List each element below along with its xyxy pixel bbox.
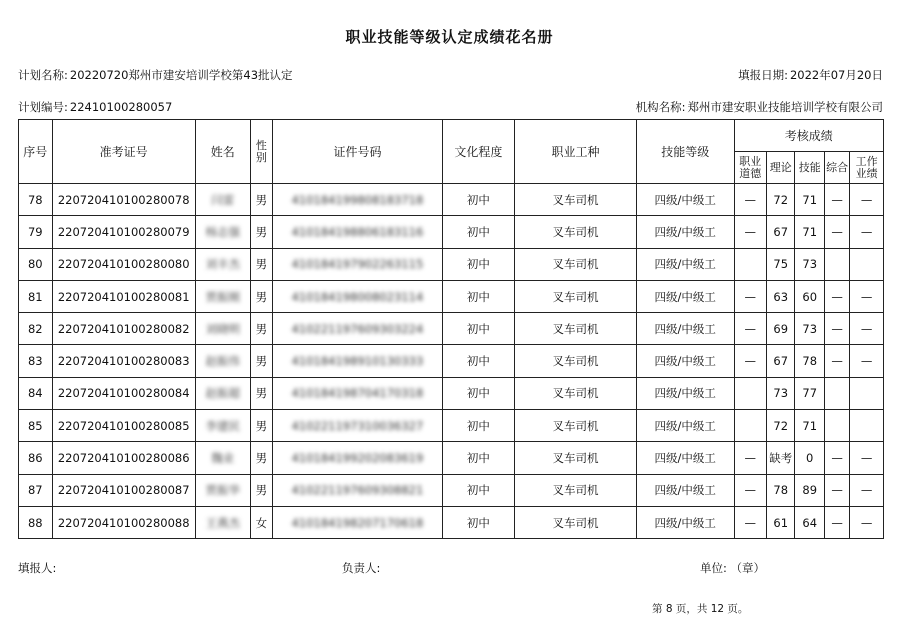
plan-no-label: 计划编号:	[18, 100, 68, 114]
header-id-no: 证件号码	[273, 120, 443, 184]
cell-gender: 男	[250, 377, 272, 409]
cell-ethics: —	[734, 474, 767, 506]
cell-comprehensive: —	[824, 345, 849, 377]
cell-skill: 73	[795, 313, 824, 345]
table-row	[19, 474, 884, 506]
cell-job: 叉车司机	[514, 442, 636, 474]
cell-performance: —	[850, 280, 884, 312]
cell-comprehensive	[824, 410, 849, 442]
cell-education: 初中	[442, 506, 514, 538]
cell-level: 四级/中级工	[636, 280, 734, 312]
cell-id-no: 410221197609308821	[273, 474, 443, 506]
header-comprehensive: 综合	[824, 152, 849, 184]
cell-gender: 男	[250, 216, 272, 248]
table-row	[19, 216, 884, 248]
cell-name: 贾振华	[195, 474, 250, 506]
cell-seq: 81	[19, 280, 53, 312]
cell-level: 四级/中级工	[636, 410, 734, 442]
cell-theory: 61	[767, 506, 795, 538]
plan-name-value: 20220720郑州市建安培训学校第43批认定	[69, 68, 293, 82]
cell-performance: —	[850, 313, 884, 345]
cell-name: 李建民	[195, 410, 250, 442]
cell-theory: 73	[767, 377, 795, 409]
cell-ethics	[734, 377, 767, 409]
cell-performance	[850, 410, 884, 442]
cell-name: 杨志强	[195, 216, 250, 248]
cell-ethics	[734, 410, 767, 442]
plan-no-value: 22410100280057	[69, 100, 173, 114]
header-performance: 工作业绩	[850, 152, 884, 184]
cell-education: 初中	[442, 474, 514, 506]
table-row	[19, 184, 884, 216]
cell-job: 叉车司机	[514, 313, 636, 345]
cell-level: 四级/中级工	[636, 506, 734, 538]
cell-name: 闫雷	[195, 184, 250, 216]
cell-comprehensive: —	[824, 313, 849, 345]
plan-name-label: 计划名称:	[18, 68, 68, 82]
cell-comprehensive: —	[824, 280, 849, 312]
cell-gender: 男	[250, 248, 272, 280]
cell-id-no: 410221197609303224	[273, 313, 443, 345]
cell-job: 叉车司机	[514, 184, 636, 216]
cell-gender: 男	[250, 442, 272, 474]
header-skill: 技能	[795, 152, 824, 184]
cell-education: 初中	[442, 442, 514, 474]
cell-seq: 80	[19, 248, 53, 280]
cell-seq: 83	[19, 345, 53, 377]
cell-job: 叉车司机	[514, 216, 636, 248]
cell-skill: 71	[795, 216, 824, 248]
cell-level: 四级/中级工	[636, 216, 734, 248]
cell-education: 初中	[442, 313, 514, 345]
cell-job: 叉车司机	[514, 248, 636, 280]
cell-seq: 87	[19, 474, 53, 506]
cell-exam-no: 220720410100280080	[52, 248, 195, 280]
cell-gender: 男	[250, 280, 272, 312]
cell-gender: 男	[250, 184, 272, 216]
cell-skill: 89	[795, 474, 824, 506]
table-row	[19, 345, 884, 377]
cell-exam-no: 220720410100280079	[52, 216, 195, 248]
cell-education: 初中	[442, 248, 514, 280]
cell-theory: 72	[767, 410, 795, 442]
table-row	[19, 506, 884, 538]
cell-exam-no: 220720410100280086	[52, 442, 195, 474]
header-name: 姓名	[195, 120, 250, 184]
header-scores: 考核成绩	[734, 120, 884, 152]
cell-comprehensive: —	[824, 506, 849, 538]
cell-performance: —	[850, 506, 884, 538]
cell-seq: 86	[19, 442, 53, 474]
cell-level: 四级/中级工	[636, 474, 734, 506]
cell-performance	[850, 248, 884, 280]
header-gender: 性别	[250, 120, 272, 184]
cell-theory: 75	[767, 248, 795, 280]
cell-level: 四级/中级工	[636, 248, 734, 280]
cell-name: 魏业	[195, 442, 250, 474]
cell-education: 初中	[442, 184, 514, 216]
cell-skill: 64	[795, 506, 824, 538]
cell-level: 四级/中级工	[636, 313, 734, 345]
cell-exam-no: 220720410100280082	[52, 313, 195, 345]
cell-performance: —	[850, 474, 884, 506]
cell-id-no: 410184198806183116	[273, 216, 443, 248]
cell-theory: 69	[767, 313, 795, 345]
cell-level: 四级/中级工	[636, 184, 734, 216]
cell-skill: 77	[795, 377, 824, 409]
filler-label: 填报人:	[18, 561, 57, 575]
cell-seq: 84	[19, 377, 53, 409]
cell-seq: 88	[19, 506, 53, 538]
cell-gender: 男	[250, 313, 272, 345]
cell-ethics: —	[734, 506, 767, 538]
cell-id-no: 410184197902263115	[273, 248, 443, 280]
fill-date-value: 2022年07月20日	[789, 68, 883, 82]
cell-comprehensive: —	[824, 216, 849, 248]
cell-performance: —	[850, 345, 884, 377]
cell-gender: 女	[250, 506, 272, 538]
table-row	[19, 280, 884, 312]
fill-date	[738, 67, 883, 83]
header-theory: 理论	[767, 152, 795, 184]
cell-level: 四级/中级工	[636, 377, 734, 409]
cell-ethics: —	[734, 184, 767, 216]
cell-exam-no: 220720410100280083	[52, 345, 195, 377]
plan-name	[18, 67, 293, 83]
table-row	[19, 410, 884, 442]
cell-name: 赵振伟	[195, 345, 250, 377]
cell-id-no: 410221197310036327	[273, 410, 443, 442]
cell-performance: —	[850, 442, 884, 474]
cell-theory: 72	[767, 184, 795, 216]
header-ethics: 职业道德	[734, 152, 767, 184]
score-table	[18, 119, 884, 539]
cell-education: 初中	[442, 280, 514, 312]
cell-exam-no: 220720410100280081	[52, 280, 195, 312]
cell-theory: 缺考	[767, 442, 795, 474]
page-indicator: 第 8 页，共 12 页。	[652, 603, 749, 615]
cell-exam-no: 220720410100280088	[52, 506, 195, 538]
table-row	[19, 442, 884, 474]
cell-job: 叉车司机	[514, 377, 636, 409]
table-row	[19, 377, 884, 409]
cell-skill: 71	[795, 410, 824, 442]
cell-name: 赵振超	[195, 377, 250, 409]
cell-seq: 78	[19, 184, 53, 216]
cell-education: 初中	[442, 410, 514, 442]
cell-job: 叉车司机	[514, 506, 636, 538]
unit-stamp-label: 单位: （章）	[700, 561, 766, 575]
cell-skill: 60	[795, 280, 824, 312]
cell-comprehensive	[824, 248, 849, 280]
cell-id-no: 410184198704170318	[273, 377, 443, 409]
cell-id-no: 410184198910130333	[273, 345, 443, 377]
org-name-label: 机构名称:	[635, 100, 686, 114]
page-title: 职业技能等级认定成绩花名册	[345, 28, 554, 46]
cell-comprehensive: —	[824, 184, 849, 216]
responsible-label: 负责人:	[342, 561, 381, 575]
cell-comprehensive	[824, 377, 849, 409]
cell-skill: 0	[795, 442, 824, 474]
org-name	[636, 99, 883, 115]
cell-gender: 男	[250, 410, 272, 442]
cell-id-no: 410184199202083619	[273, 442, 443, 474]
plan-no	[18, 99, 172, 115]
cell-id-no: 410184199808183718	[273, 184, 443, 216]
cell-job: 叉车司机	[514, 280, 636, 312]
header-level: 技能等级	[636, 120, 734, 184]
cell-id-no: 410184198207170618	[273, 506, 443, 538]
cell-skill: 78	[795, 345, 824, 377]
cell-education: 初中	[442, 377, 514, 409]
header-job: 职业工种	[514, 120, 636, 184]
cell-skill: 73	[795, 248, 824, 280]
cell-theory: 63	[767, 280, 795, 312]
cell-id-no: 410184198008023114	[273, 280, 443, 312]
cell-gender: 男	[250, 474, 272, 506]
cell-name: 王燕杰	[195, 506, 250, 538]
cell-job: 叉车司机	[514, 345, 636, 377]
cell-ethics: —	[734, 442, 767, 474]
cell-name: 刘丰杰	[195, 248, 250, 280]
cell-skill: 71	[795, 184, 824, 216]
cell-exam-no: 220720410100280087	[52, 474, 195, 506]
cell-performance	[850, 377, 884, 409]
cell-name: 贾振刚	[195, 280, 250, 312]
cell-theory: 67	[767, 216, 795, 248]
cell-performance: —	[850, 184, 884, 216]
cell-exam-no: 220720410100280084	[52, 377, 195, 409]
cell-name: 刘晓明	[195, 313, 250, 345]
table-row	[19, 248, 884, 280]
fill-date-label: 填报日期:	[738, 68, 788, 82]
cell-ethics	[734, 248, 767, 280]
cell-ethics: —	[734, 345, 767, 377]
cell-education: 初中	[442, 216, 514, 248]
cell-gender: 男	[250, 345, 272, 377]
header-education: 文化程度	[442, 120, 514, 184]
cell-exam-no: 220720410100280085	[52, 410, 195, 442]
cell-exam-no: 220720410100280078	[52, 184, 195, 216]
cell-seq: 85	[19, 410, 53, 442]
cell-job: 叉车司机	[514, 410, 636, 442]
cell-ethics: —	[734, 280, 767, 312]
cell-level: 四级/中级工	[636, 345, 734, 377]
cell-seq: 82	[19, 313, 53, 345]
table-row	[19, 313, 884, 345]
cell-job: 叉车司机	[514, 474, 636, 506]
cell-ethics: —	[734, 313, 767, 345]
cell-comprehensive: —	[824, 474, 849, 506]
cell-seq: 79	[19, 216, 53, 248]
cell-comprehensive: —	[824, 442, 849, 474]
header-exam-no: 准考证号	[52, 120, 195, 184]
cell-ethics: —	[734, 216, 767, 248]
cell-performance: —	[850, 216, 884, 248]
cell-theory: 78	[767, 474, 795, 506]
cell-education: 初中	[442, 345, 514, 377]
header-seq: 序号	[19, 120, 53, 184]
org-name-value: 郑州市建安职业技能培训学校有限公司	[687, 100, 883, 114]
cell-theory: 67	[767, 345, 795, 377]
cell-level: 四级/中级工	[636, 442, 734, 474]
